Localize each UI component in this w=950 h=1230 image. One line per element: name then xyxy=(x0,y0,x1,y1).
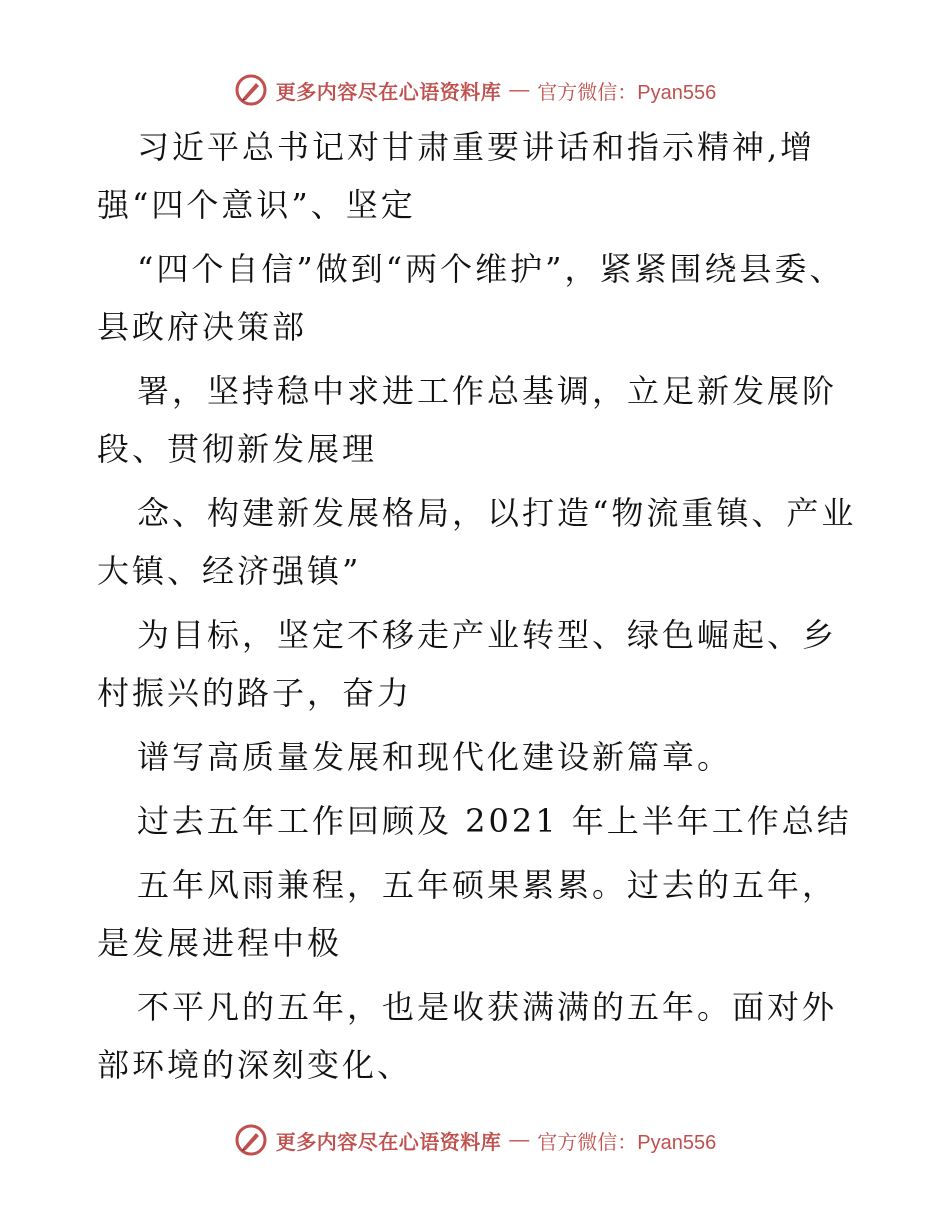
wechat-id-text: 官方微信：Pyan556 xyxy=(537,1131,717,1154)
brand-text: 更多内容尽在心语资料库 xyxy=(275,79,502,104)
document-body xyxy=(97,118,857,1100)
paragraph: 署，坚持稳中求进工作总基调，立足新发展阶段、贯彻新发展理 xyxy=(97,372,838,468)
separator-text: — xyxy=(509,1128,530,1151)
paragraph: 谱写高质量发展和现代化建设新篇章。 xyxy=(137,738,733,776)
paragraph: “四个自信”做到“两个维护”，紧紧围绕县委、县政府决策部 xyxy=(97,250,845,346)
section-heading: 过去五年工作回顾及 2021 年上半年工作总结 xyxy=(137,802,852,840)
paragraph: 习近平总书记对甘肃重要讲话和指示精神,增强“四个意识”、坚定 xyxy=(97,128,816,224)
brand-text: 更多内容尽在心语资料库 xyxy=(275,1129,502,1154)
footer-watermark-banner xyxy=(0,1120,950,1160)
header-watermark-banner xyxy=(0,70,950,110)
paragraph: 不平凡的五年，也是收获满满的五年。面对外部环境的深刻变化、 xyxy=(97,988,838,1084)
separator-text: — xyxy=(509,78,530,101)
wechat-id-text: 官方微信：Pyan556 xyxy=(537,81,717,104)
paragraph: 五年风雨兼程，五年硕果累累。过去的五年，是发展进程中极 xyxy=(97,866,838,962)
paragraph: 为目标，坚定不移走产业转型、绿色崛起、乡村振兴的路子，奋力 xyxy=(97,616,838,712)
paragraph: 念、构建新发展格局，以打造“物流重镇、产业大镇、经济强镇” xyxy=(97,494,857,590)
pen-logo-icon xyxy=(234,1123,268,1157)
pen-logo-icon xyxy=(234,73,268,107)
